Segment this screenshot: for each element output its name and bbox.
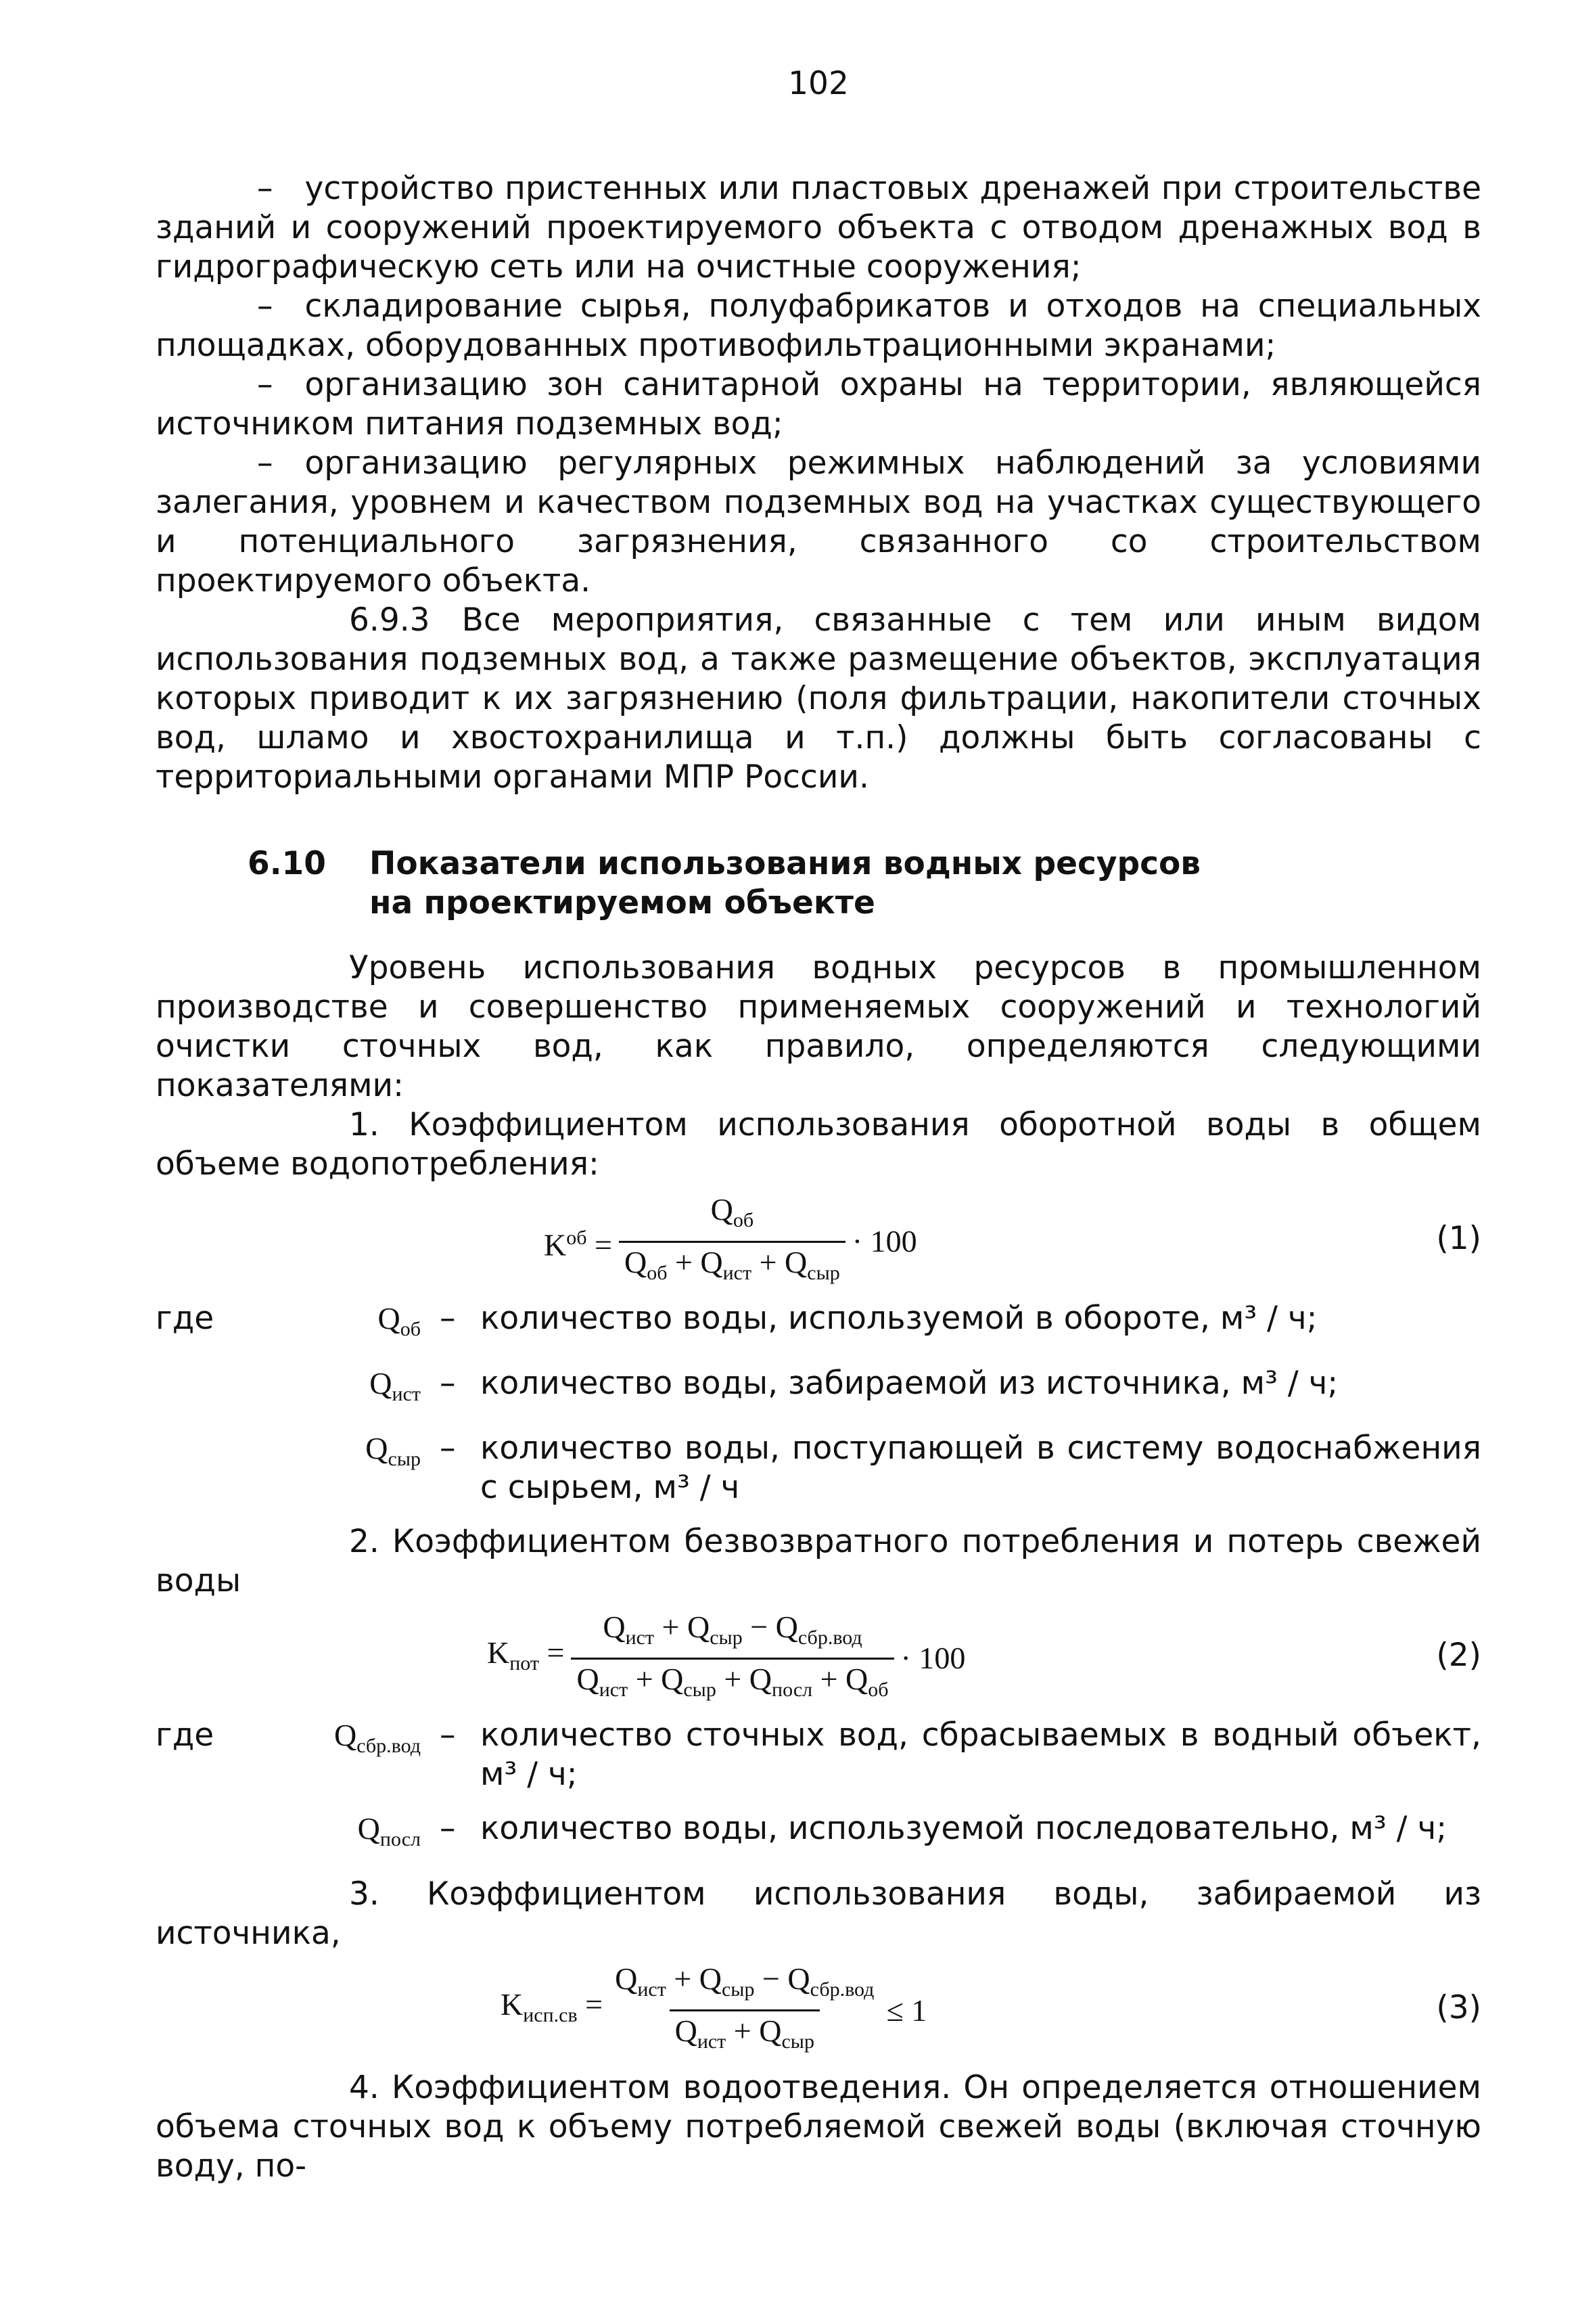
- item-1: 1. Коэффициентом использования оборотной воды в общем объеме водопотребления:: [156, 1106, 1481, 1183]
- symbol-q-posl: $Q_{посл}$: [357, 1811, 421, 1851]
- intro-paragraph: Уровень использования водных ресурсов в промышленном производстве и совершенство применяемых сооружений и технологий очистки сточных вод, как правило, определяются следующими показателями:: [156, 949, 1481, 1104]
- symbol-q-sbr-vod: $Q_{сбр.вод}$: [333, 1718, 421, 1758]
- definition-q-posl: $Q_{посл}$ – количество воды, используемой последовательно, м³ / ч;: [156, 1809, 1481, 1859]
- formula-2-expression: $K_{пот}$ = $\frac{Q_{ист} + Q_{сыр} - Q_{сбр.вод}}{Q_{ист} + Q_{сыр} + Q_{посл} + Q_{об}}$ · 100: [487, 1601, 965, 1716]
- bullet-drainage: – устройство пристенных или пластовых дренажей при строительстве зданий и сооружений проектируемого объекта с отводом дренажных вод в гидрографическую сеть или на очистные сооружения;: [156, 170, 1481, 286]
- bullet-monitoring: – организацию регулярных режимных наблюдений за условиями залегания, уровнем и качеством подземных вод на участках существующего и потенциального загрязнения, связанного со строительством проектируемого объекта.: [156, 445, 1481, 599]
- formula-1-expression: $K^{об}$ = $\frac{Q_{об}}{Q_{об} + Q_{ист} + Q_{сыр}}$ · 100: [544, 1184, 917, 1299]
- where-label: где: [156, 1300, 214, 1337]
- formula-2: [156, 1601, 1481, 1716]
- symbol-q-ist: $Q_{ист}$: [369, 1366, 421, 1406]
- definition-q-syr: $Q_{сыр}$ – количество воды, поступающей в систему водоснабжения с сырьем, м³ / ч: [156, 1429, 1481, 1507]
- bullet-storage: – складирование сырья, полуфабрикатов и отходов на специальных площадках, оборудованных противофильтрационными экранами;: [156, 288, 1481, 364]
- formula-3-fraction: $\frac{Q_{ист} + Q_{сыр} - Q_{сбр.вод}}{Q_{ист} + Q_{сыр}}$: [609, 1962, 879, 2059]
- page-number: 102: [788, 65, 849, 102]
- symbol-q-ob: $Q_{об}$: [377, 1301, 421, 1341]
- definition-q-ob: где $Q_{об}$ – количество воды, используемой в обороте, м³ / ч;: [156, 1299, 1481, 1349]
- page-text: [156, 169, 1481, 2186]
- definition-q-ist: $Q_{ист}$ – количество воды, забираемой из источника, м³ / ч;: [156, 1364, 1481, 1414]
- definitions-2: [156, 1716, 1481, 1859]
- clause-6-9-3: 6.9.3 Все мероприятия, связанные с тем или иным видом использования подземных вод, а также размещение объектов, эксплуатация которых приводит к их загрязнению (поля фильтрации, накопители сточных вод, шламо и хвостохранилища и т.п.) должны быть согласованы с территориальными органами МПР России.: [156, 601, 1481, 796]
- formula-1: [156, 1184, 1481, 1299]
- formula-2-fraction: $\frac{Q_{ист} + Q_{сыр} - Q_{сбр.вод}}{Q_{ист} + Q_{сыр} + Q_{посл} + Q_{об}}$: [571, 1610, 894, 1707]
- formula-1-fraction: $\frac{Q_{об}}{Q_{об} + Q_{ист} + Q_{сыр}}$: [619, 1193, 845, 1290]
- item-2: 2. Коэффициентом безвозвратного потребления и потерь свежей воды: [156, 1523, 1481, 1600]
- equation-number-1: (1): [1436, 1220, 1481, 1257]
- formula-3: [156, 1953, 1481, 2068]
- item-3: 3. Коэффициентом использования воды, забираемой из источника,: [156, 1875, 1481, 1952]
- section-heading: [156, 844, 1481, 923]
- equation-number-2: (2): [1436, 1637, 1481, 1674]
- section-number: 6.10: [248, 845, 326, 882]
- section-title: Показатели использования водных ресурсов на проектируемом объекте: [369, 845, 1201, 921]
- formula-3-expression: $K_{исп.св}$ = $\frac{Q_{ист} + Q_{сыр} - Q_{сбр.вод}}{Q_{ист} + Q_{сыр}}$ ≤ 1: [501, 1953, 927, 2068]
- definitions-1: [156, 1299, 1481, 1507]
- equation-number-3: (3): [1436, 1988, 1481, 2026]
- definition-q-sbr-vod: где $Q_{сбр.вод}$ – количество сточных вод, сбрасываемых в водный объект, м³ / ч;: [156, 1716, 1481, 1794]
- where-label: где: [156, 1716, 214, 1754]
- item-4: 4. Коэффициентом водоотведения. Он определяется отношением объема сточных вод к объему потребляемой свежей воды (включая сточную воду, по-: [156, 2068, 1481, 2185]
- symbol-q-syr: $Q_{сыр}$: [365, 1431, 421, 1471]
- bullet-sanitary-zones: – организацию зон санитарной охраны на территории, являющейся источником питания подземных вод;: [156, 366, 1481, 442]
